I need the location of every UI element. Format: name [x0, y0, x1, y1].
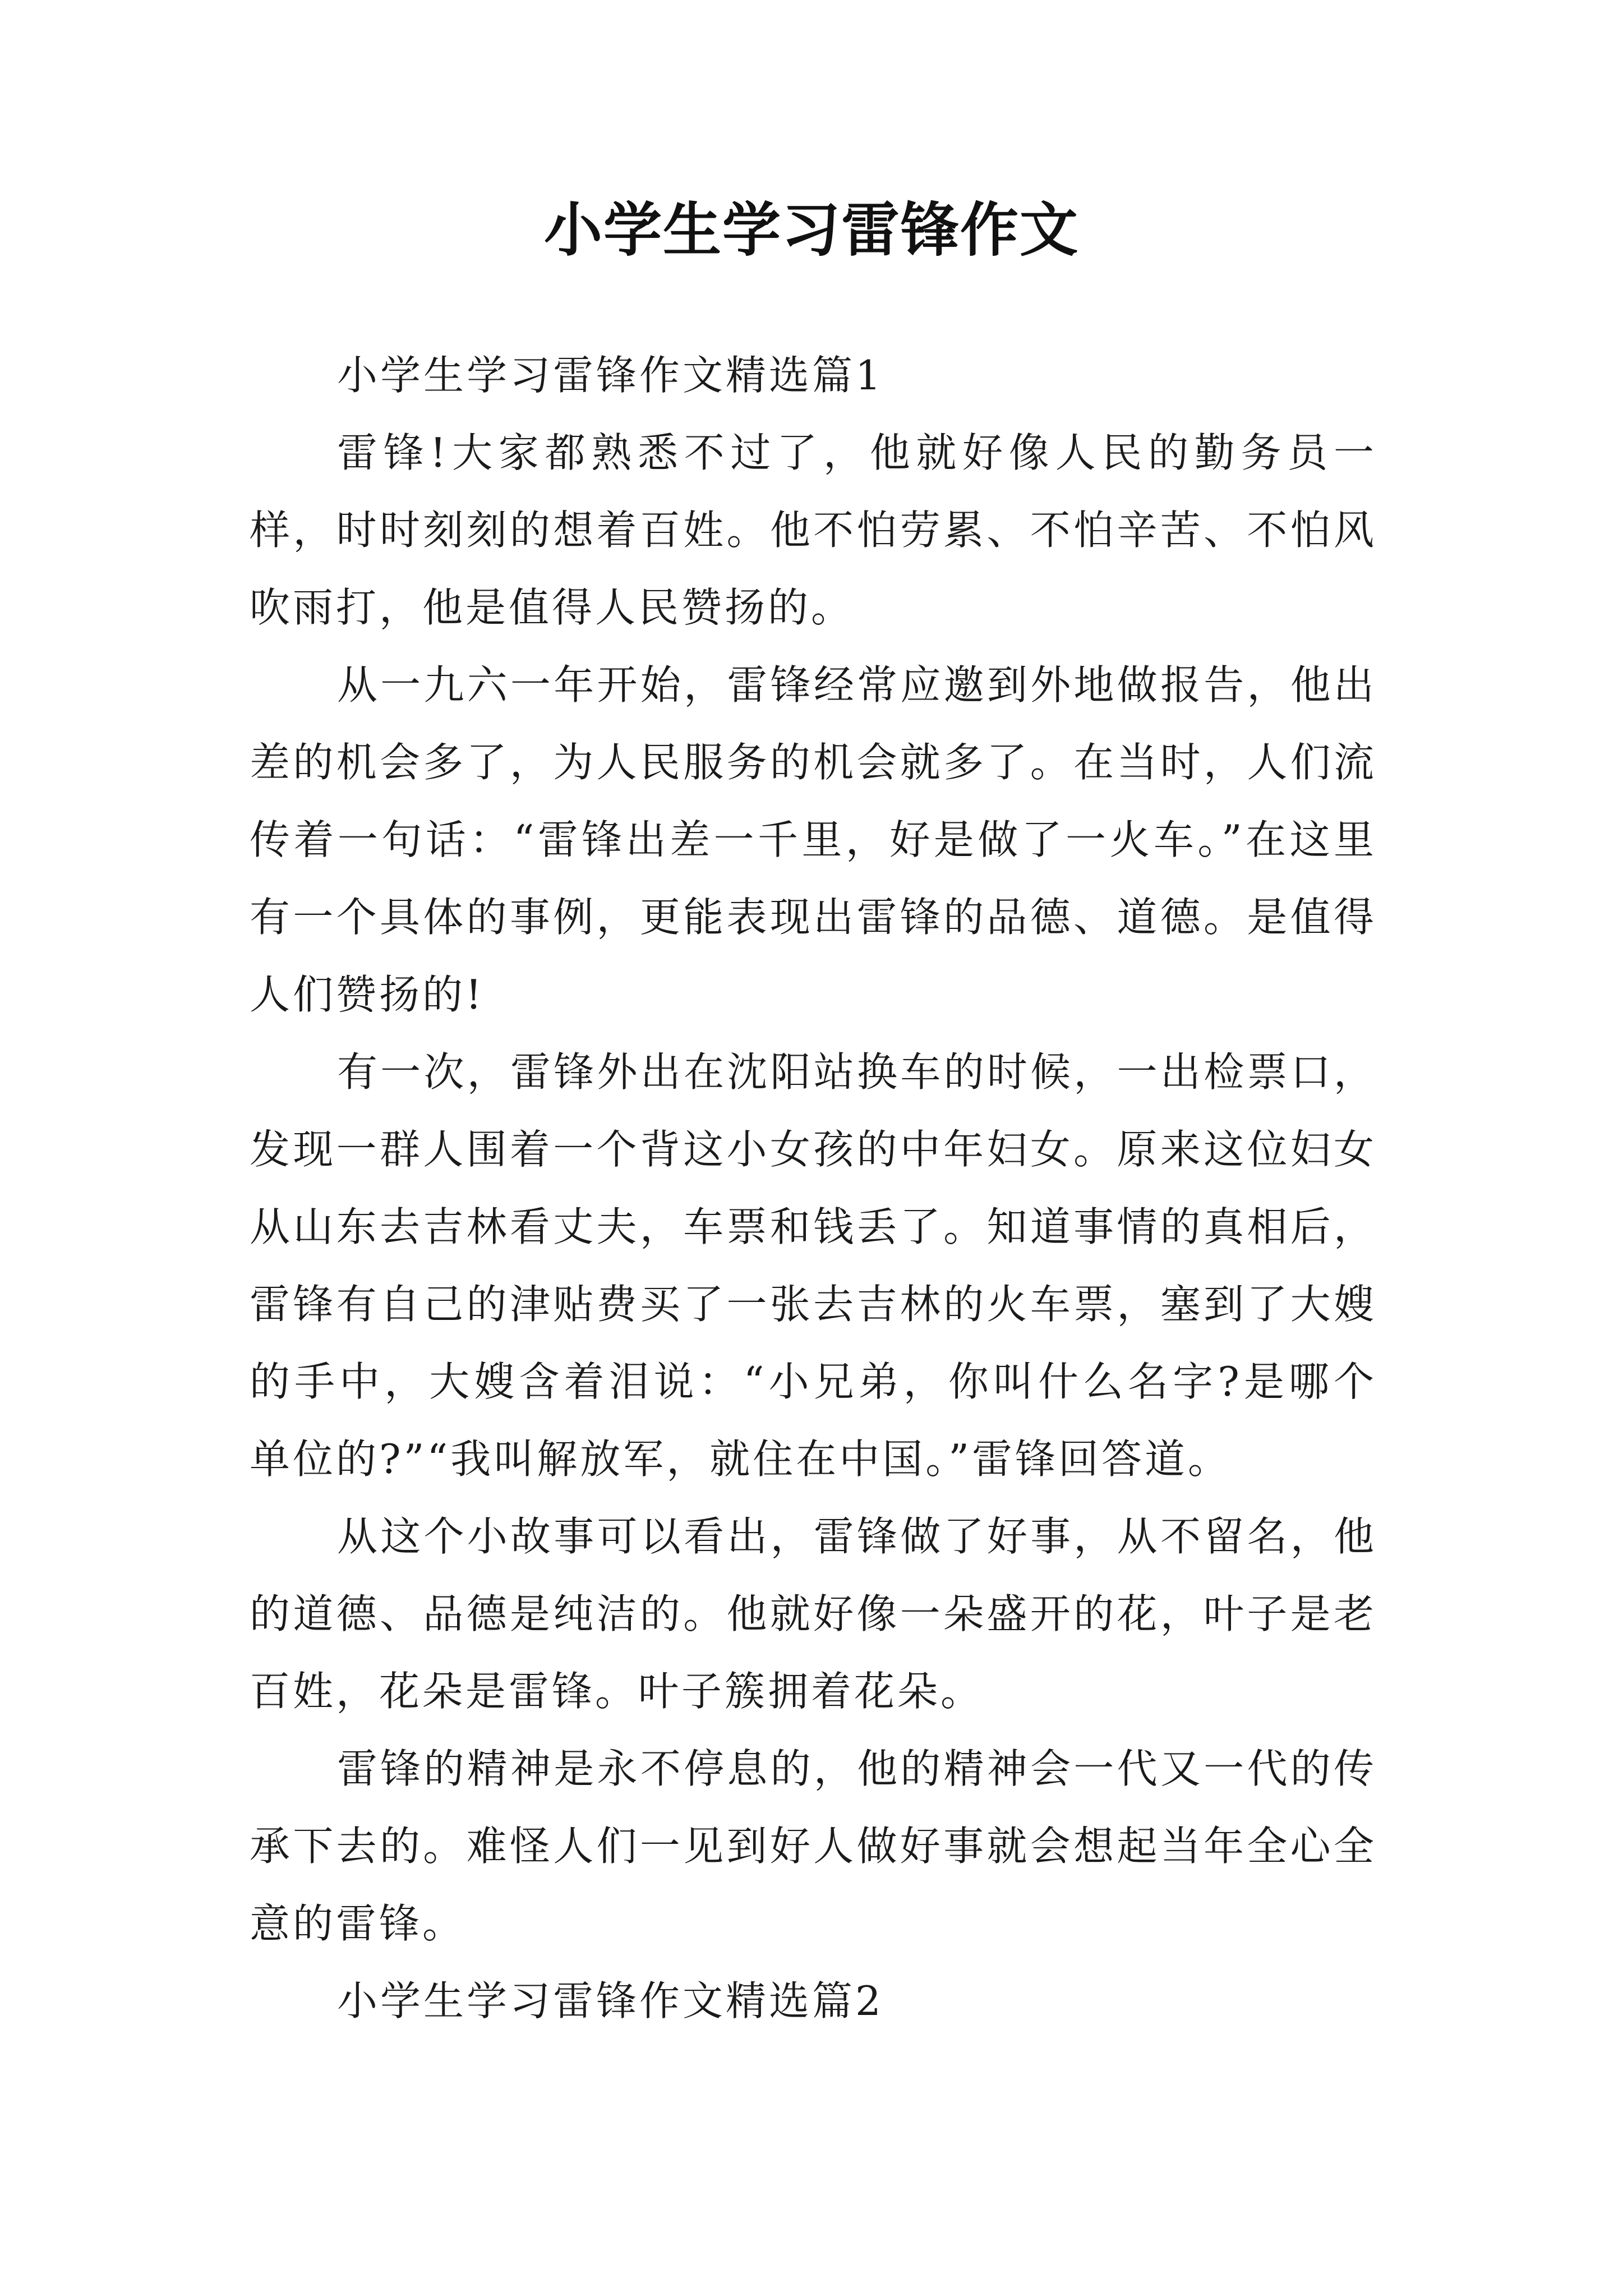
body-paragraph: 雷锋!大家都熟悉不过了，他就好像人民的勤务员一样，时时刻刻的想着百姓。他不怕劳累、不怕辛苦、不怕风吹雨打，他是值得人民赞扬的。	[250, 429, 1377, 631]
document-body	[250, 337, 1377, 2040]
section-heading-2: 小学生学习雷锋作文精选篇2	[337, 1977, 884, 2024]
body-paragraph: 雷锋的精神是永不停息的，他的精神会一代又一代的传承下去的。难怪人们一见到好人做好事就会想起当年全心全意的雷锋。	[250, 1745, 1377, 1947]
body-paragraph: 有一次，雷锋外出在沈阳站换车的时候，一出检票口，发现一群人围着一个背这小女孩的中年妇女。原来这位妇女从山东去吉林看丈夫，车票和钱丢了。知道事情的真相后，雷锋有自己的津贴费买了一张去吉林的火车票，塞到了大嫂的手中，大嫂含着泪说：“小兄弟，你叫什么名字?是哪个单位的?”“我叫解放军，就住在中国。”雷锋回答道。	[250, 1048, 1377, 1483]
document-title: 小学生学习雷锋作文	[543, 195, 1079, 264]
body-paragraph: 从这个小故事可以看出，雷锋做了好事，从不留名，他的道德、品德是纯洁的。他就好像一朵盛开的花，叶子是老百姓，花朵是雷锋。叶子簇拥着花朵。	[250, 1513, 1377, 1715]
section-heading-1: 小学生学习雷锋作文精选篇1	[337, 352, 884, 399]
body-paragraph: 从一九六一年开始，雷锋经常应邀到外地做报告，他出差的机会多了，为人民服务的机会就多了。在当时，人们流传着一句话：“雷锋出差一千里，好是做了一火车。”在这里有一个具体的事例，更能表现出雷锋的品德、道德。是值得人们赞扬的!	[250, 661, 1377, 1018]
